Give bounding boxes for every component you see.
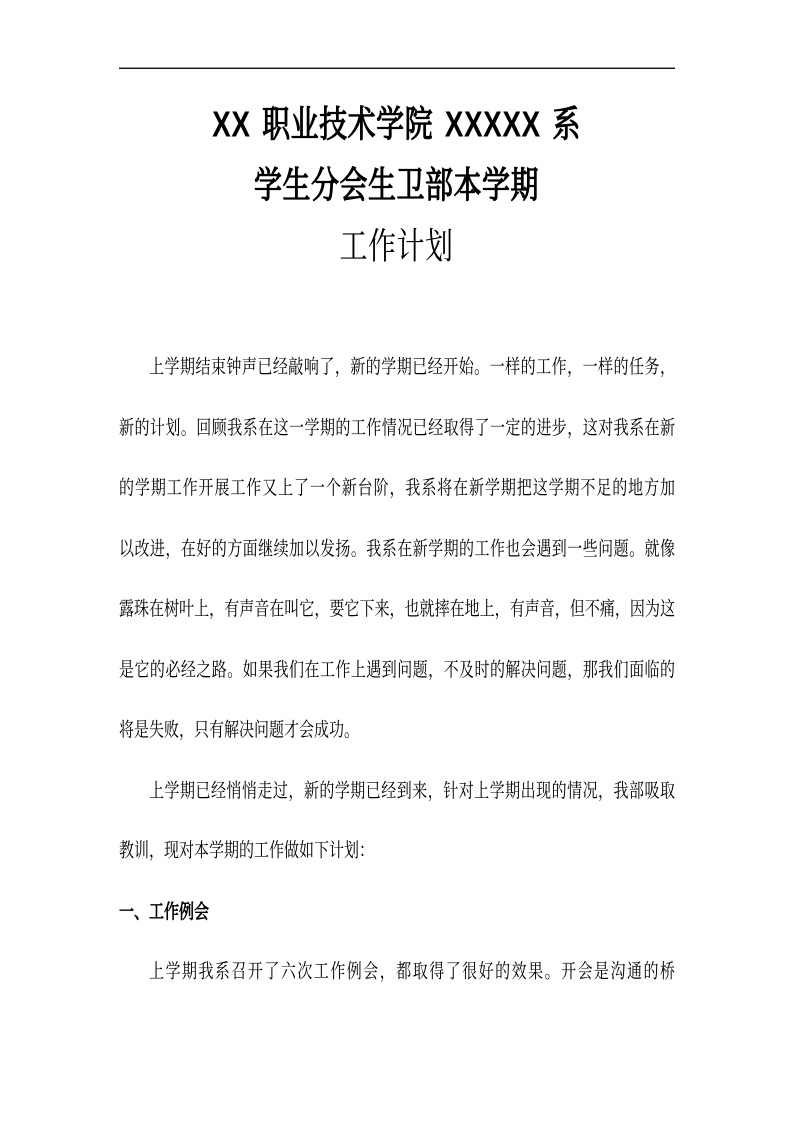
body-text-line: 新的计划。回顾我系在这一学期的工作情况已经取得了一定的进步，这对我系在新 [119, 416, 675, 439]
title-line-1: XX 职业技术学院 XXXXX 系 [212, 104, 581, 145]
document-title [0, 94, 793, 277]
section-heading-work-meeting: 一、工作例会 [119, 900, 210, 923]
document-body [119, 338, 675, 1003]
body-text-line: 是它的必经之路。如果我们在工作上遇到问题，不及时的解决问题，那我们面临的 [119, 658, 675, 681]
title-line-3: 工作计划 [339, 226, 454, 267]
body-text-line: 上学期已经悄悄走过，新的学期已经到来，针对上学期出现的情况，我部吸取 [149, 779, 675, 802]
body-text-line: 露珠在树叶上，有声音在叫它，要它下来，也就摔在地上，有声音，但不痛，因为这 [119, 598, 675, 621]
title-line-2: 学生分会生卫部本学期 [253, 165, 539, 206]
body-text-line: 上学期结束钟声已经敲响了，新的学期已经开始。一样的工作，一样的任务， [149, 356, 675, 379]
header-rule [119, 68, 675, 69]
body-text-line: 教训，现对本学期的工作做如下计划： [119, 839, 375, 862]
body-text-line: 将是失败，只有解决问题才会成功。 [119, 718, 360, 741]
body-text-line: 上学期我系召开了六次工作例会，都取得了很好的效果。开会是沟通的桥 [149, 960, 675, 983]
body-text-line: 的学期工作开展工作又上了一个新台阶，我系将在新学期把这学期不足的地方加 [119, 477, 675, 500]
body-text-line: 以改进，在好的方面继续加以发扬。我系在新学期的工作也会遇到一些问题。就像 [119, 537, 675, 560]
